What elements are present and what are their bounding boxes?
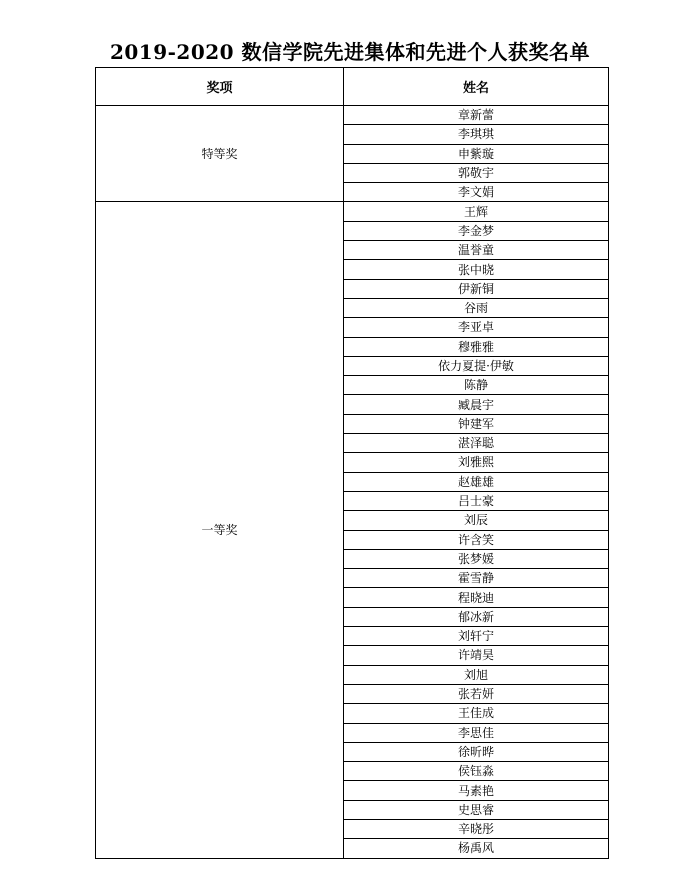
winner-name-cell: 张中晓 <box>344 260 609 279</box>
winner-name-cell: 张梦媛 <box>344 549 609 568</box>
award-category-cell: 一等奖 <box>96 202 344 858</box>
winner-name-cell: 谷雨 <box>344 298 609 317</box>
winner-name-cell: 钟建军 <box>344 414 609 433</box>
winner-name-cell: 霍雪静 <box>344 569 609 588</box>
award-category-cell: 特等奖 <box>96 106 344 202</box>
winner-name-cell: 赵雄雄 <box>344 472 609 491</box>
winner-name-cell: 李亚卓 <box>344 318 609 337</box>
winner-name-cell: 臧晨宇 <box>344 395 609 414</box>
winner-name-cell: 郁冰新 <box>344 607 609 626</box>
table-header-row <box>96 68 609 106</box>
winner-name-cell: 徐昕晔 <box>344 742 609 761</box>
winner-name-cell: 马素艳 <box>344 781 609 800</box>
winner-name-cell: 陈静 <box>344 376 609 395</box>
winner-name-cell: 许含笑 <box>344 530 609 549</box>
table-row <box>96 106 609 125</box>
winner-name-cell: 李琪琪 <box>344 125 609 144</box>
winner-name-cell: 刘辰 <box>344 511 609 530</box>
winner-name-cell: 刘雅熙 <box>344 453 609 472</box>
award-table-body <box>96 106 609 859</box>
winner-name-cell: 刘旭 <box>344 665 609 684</box>
award-table <box>95 67 609 859</box>
winner-name-cell: 穆雅雅 <box>344 337 609 356</box>
winner-name-cell: 李思佳 <box>344 723 609 742</box>
winner-name-cell: 辛晓彤 <box>344 819 609 838</box>
winner-name-cell: 湛泽聪 <box>344 434 609 453</box>
winner-name-cell: 杨禹风 <box>344 839 609 858</box>
header-name: 姓名 <box>344 68 609 106</box>
winner-name-cell: 吕士豪 <box>344 491 609 510</box>
table-row <box>96 202 609 221</box>
winner-name-cell: 王佳成 <box>344 704 609 723</box>
winner-name-cell: 依力夏提·伊敏 <box>344 356 609 375</box>
winner-name-cell: 程晓迪 <box>344 588 609 607</box>
winner-name-cell: 伊新铜 <box>344 279 609 298</box>
winner-name-cell: 李文娟 <box>344 183 609 202</box>
winner-name-cell: 王辉 <box>344 202 609 221</box>
winner-name-cell: 史思睿 <box>344 800 609 819</box>
winner-name-cell: 李金梦 <box>344 221 609 240</box>
winner-name-cell: 刘轩宁 <box>344 627 609 646</box>
winner-name-cell: 温誉童 <box>344 241 609 260</box>
page-title: 2019-2020 数信学院先进集体和先进个人获奖名单 <box>109 40 591 64</box>
winner-name-cell: 张若妍 <box>344 684 609 703</box>
winner-name-cell: 侯钰淼 <box>344 762 609 781</box>
header-award-category: 奖项 <box>96 68 344 106</box>
winner-name-cell: 章新蕾 <box>344 106 609 125</box>
winner-name-cell: 许靖昊 <box>344 646 609 665</box>
winner-name-cell: 郭敬宇 <box>344 163 609 182</box>
winner-name-cell: 申紫璇 <box>344 144 609 163</box>
